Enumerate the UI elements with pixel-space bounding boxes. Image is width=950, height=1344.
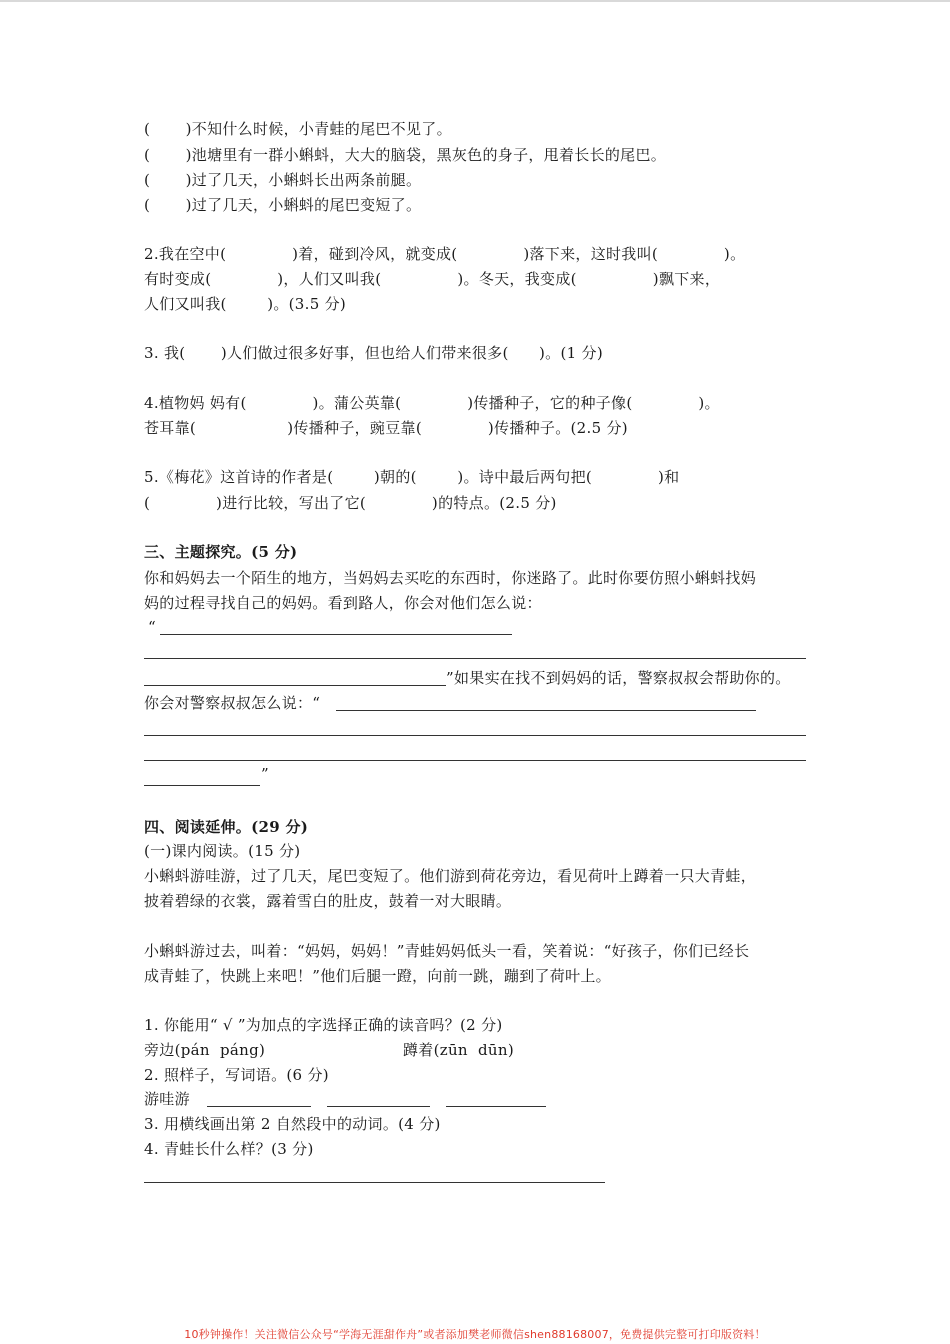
q3-line: 3. 我( )人们做过很多好事，但也给人们带来很多( )。(1 分) (144, 344, 603, 362)
section3-text-2: 妈的过程寻找自己的妈妈。看到路人，你会对他们怎么说： (144, 594, 542, 612)
q4-line-2: 苍耳靠( )传播种子，豌豆靠( )传播种子。(2.5 分) (144, 419, 628, 437)
answer-line-1[interactable] (160, 634, 512, 635)
close-quote: ” (261, 765, 269, 783)
q4-line-1: 4.植物妈 妈有( )。蒲公英靠( )传播种子，它的种子像( )。 (144, 394, 720, 412)
word-blank-2[interactable] (327, 1106, 430, 1107)
section3-heading: 三、主题探究。(5 分) (144, 543, 298, 561)
answer-line-6[interactable] (144, 760, 806, 761)
footer-promo-text: 10秒钟操作！关注微信公众号“学海无涯甜作舟”或者添加樊老师微信shen88168007，免费提供完整可打印版资料！ (184, 1328, 766, 1341)
section3-text-1: 你和妈妈去一个陌生的地方，当妈妈去买吃的东西时，你迷路了。此时你要仿照小蝌蚪找妈 (144, 569, 757, 587)
order-item-4: ( )过了几天，小蝌蚪的尾巴变短了。 (144, 196, 422, 214)
q5-line-1: 5.《梅花》这首诗的作者是( )朝的( )。诗中最后两句把( )和 (144, 468, 680, 486)
reading-q4-answer-line[interactable] (144, 1182, 605, 1183)
answer-line-2[interactable] (144, 658, 806, 659)
reading-q2: 2. 照样子，写词语。(6 分) (144, 1066, 329, 1084)
reading-q4: 4. 青蛙长什么样？(3 分) (144, 1140, 314, 1158)
passage-para2-line1: 小蝌蚪游过去，叫着：“妈妈，妈妈！”青蛙妈妈低头一看，笑着说：“好孩子，你们已经长 (144, 942, 750, 960)
reading-q3: 3. 用横线画出第 2 自然段中的动词。(4 分) (144, 1115, 441, 1133)
section4-sub: (一)课内阅读。(15 分) (144, 842, 301, 860)
q2-line-2: 有时变成( )，人们又叫我( )。冬天，我变成( )飘下来， (144, 270, 721, 288)
answer-line-5[interactable] (144, 735, 806, 736)
q5-line-2: ( )进行比较，写出了它( )的特点。(2.5 分) (144, 494, 557, 512)
word-blank-3[interactable] (446, 1106, 546, 1107)
police-ask: 你会对警察叔叔怎么说：“ (144, 694, 321, 712)
passage-para1-line2: 披着碧绿的衣裳，露着雪白的肚皮，鼓着一对大眼睛。 (144, 892, 512, 910)
answer-line-7[interactable] (144, 785, 260, 786)
order-item-1: ( )不知什么时候，小青蛙的尾巴不见了。 (144, 120, 452, 138)
page-top-border (0, 0, 950, 2)
police-text: ”如果实在找不到妈妈的话，警察叔叔会帮助你的。 (446, 669, 791, 687)
reading-q1: 1. 你能用“ √ ”为加点的字选择正确的读音吗？(2 分) (144, 1016, 503, 1034)
reading-q1-option-a[interactable]: 旁边(pán páng) (144, 1041, 266, 1059)
answer-line-4[interactable] (336, 710, 756, 711)
reading-q2-example: 游哇游 (144, 1090, 190, 1108)
q2-line-1: 2.我在空中( )着，碰到冷风，就变成( )落下来，这时我叫( )。 (144, 245, 746, 263)
passage-para1-line1: 小蝌蚪游哇游，过了几天，尾巴变短了。他们游到荷花旁边，看见荷叶上蹲着一只大青蛙， (144, 867, 757, 885)
word-blank-1[interactable] (207, 1106, 311, 1107)
q2-line-3: 人们又叫我( )。(3.5 分) (144, 295, 347, 313)
passage-para2-line2: 成青蛙了，快跳上来吧！”他们后腿一蹬，向前一跳，蹦到了荷叶上。 (144, 967, 611, 985)
reading-q1-option-b[interactable]: 蹲着(zūn dūn) (403, 1041, 514, 1059)
order-item-2: ( )池塘里有一群小蝌蚪，大大的脑袋，黑灰色的身子，甩着长长的尾巴。 (144, 146, 667, 164)
answer-line-3[interactable] (144, 685, 446, 686)
section4-heading: 四、阅读延伸。(29 分) (144, 818, 309, 836)
order-item-3: ( )过了几天，小蝌蚪长出两条前腿。 (144, 171, 422, 189)
open-quote: “ (148, 618, 156, 636)
